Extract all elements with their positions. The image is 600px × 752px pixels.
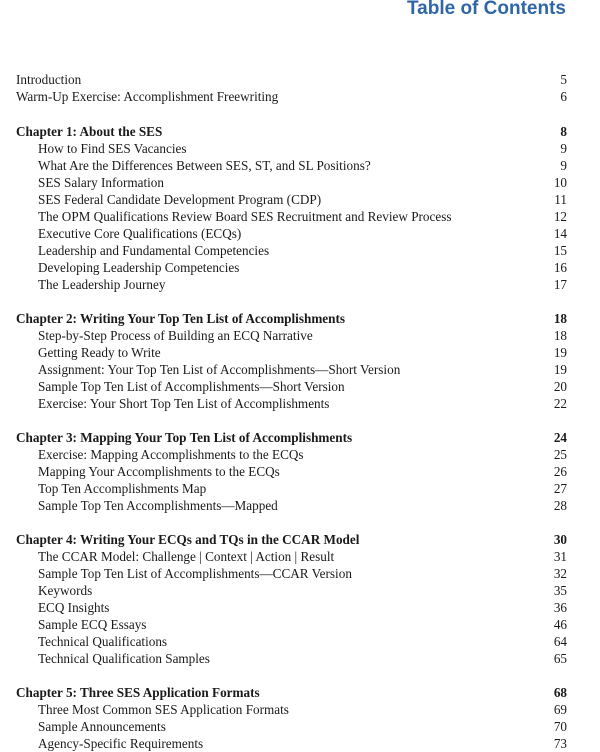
toc-chapter-page: 18 [553, 311, 567, 326]
toc-entry-label: Executive Core Qualifications (ECQs) [38, 226, 242, 241]
toc-entry-label: Sample Top Ten List of Accomplishments—CCAR Version [38, 566, 352, 581]
toc-entry[interactable] [16, 735, 567, 752]
toc-chapter-label: Chapter 4: Writing Your ECQs and TQs in the CCAR Model [16, 532, 360, 547]
toc-entry[interactable] [16, 208, 567, 225]
toc-entry-page: 73 [553, 736, 567, 751]
toc-entry[interactable] [16, 633, 567, 650]
toc-entry-label: The OPM Qualifications Review Board SES Recruitment and Review Process [38, 209, 452, 224]
toc-entry-page: 32 [553, 566, 567, 581]
toc-chapter-label: Chapter 1: About the SES [16, 124, 163, 139]
toc-entry[interactable] [16, 497, 567, 514]
toc-entry-page: 16 [553, 260, 567, 275]
toc-chapter-page: 68 [553, 685, 567, 700]
toc-entry-label: Assignment: Your Top Ten List of Accomplishments—Short Version [38, 362, 401, 377]
toc-chapter-label: Chapter 3: Mapping Your Top Ten List of Accomplishments [16, 430, 353, 445]
toc-entry-page: 19 [553, 345, 567, 360]
toc-entry-label: Exercise: Mapping Accomplishments to the ECQs [38, 447, 304, 462]
toc-entry-label: Top Ten Accomplishments Map [38, 481, 207, 496]
toc-entry-page: 28 [553, 498, 567, 513]
toc-entry[interactable] [16, 446, 567, 463]
toc-entry-label: The CCAR Model: Challenge | Context | Action | Result [38, 549, 335, 564]
toc-entry-page: 70 [553, 719, 567, 734]
toc-chapter-label: Chapter 2: Writing Your Top Ten List of Accomplishments [16, 311, 346, 326]
toc-entry-label: Step-by-Step Process of Building an ECQ Narrative [38, 328, 313, 343]
toc-entry-page: 22 [553, 396, 567, 411]
toc-entry-label: Sample Announcements [38, 719, 166, 734]
toc-entry-page: 19 [553, 362, 567, 377]
toc-entry-warm-up-exercise[interactable] [16, 88, 567, 105]
toc-entry-label: Agency-Specific Requirements [38, 736, 204, 751]
toc-entry-label: How to Find SES Vacancies [38, 141, 187, 156]
toc-entry[interactable] [16, 174, 567, 191]
toc-entry-label: Mapping Your Accomplishments to the ECQs [38, 464, 280, 479]
toc-entry[interactable] [16, 259, 567, 276]
toc-entry-page: 15 [553, 243, 567, 258]
toc-chapter-5[interactable] [16, 684, 567, 701]
toc-entry-page: 65 [553, 651, 567, 666]
toc-entry-label: SES Federal Candidate Development Program (CDP) [38, 192, 322, 207]
toc-entry-label: Sample Top Ten Accomplishments—Mapped [38, 498, 278, 513]
toc-entry-page: 36 [553, 600, 567, 615]
toc-entry-page: 46 [553, 617, 567, 632]
toc-entry-page: 14 [553, 226, 567, 241]
toc-entry-label: SES Salary Information [38, 175, 164, 190]
toc-entry[interactable] [16, 344, 567, 361]
toc-entry-label: The Leadership Journey [38, 277, 166, 292]
toc-entry-label: Keywords [38, 583, 93, 598]
toc-entry-page: 11 [554, 192, 567, 207]
toc-entry[interactable] [16, 140, 567, 157]
toc-entry[interactable] [16, 395, 567, 412]
toc-entry[interactable] [16, 191, 567, 208]
toc-entry[interactable] [16, 565, 567, 582]
toc-entry-page: 18 [553, 328, 567, 343]
toc-entry-page: 31 [553, 549, 567, 564]
toc-entry[interactable] [16, 480, 567, 497]
toc-entry-page: 5 [560, 72, 567, 87]
toc-entry-page: 20 [553, 379, 567, 394]
toc-entry[interactable] [16, 157, 567, 174]
toc-entry[interactable] [16, 225, 567, 242]
toc-chapter-page: 24 [553, 430, 567, 445]
toc-entry[interactable] [16, 548, 567, 565]
toc-entry-label: Sample ECQ Essays [38, 617, 147, 632]
toc-entry-label: ECQ Insights [38, 600, 110, 615]
toc-entry-label: Technical Qualifications [38, 634, 168, 649]
toc-entry-page: 9 [560, 141, 567, 156]
toc-entry[interactable] [16, 361, 567, 378]
toc-entry-label: What Are the Differences Between SES, ST, and SL Positions? [38, 158, 371, 173]
toc-entry-label: Leadership and Fundamental Competencies [38, 243, 270, 258]
toc-entry-label: Getting Ready to Write [38, 345, 161, 360]
toc-chapter-1[interactable] [16, 123, 567, 140]
toc-entry[interactable] [16, 718, 567, 735]
table-of-contents [16, 71, 567, 752]
toc-entry-page: 12 [553, 209, 567, 224]
toc-entry-page: 25 [553, 447, 567, 462]
toc-entry-page: 64 [553, 634, 567, 649]
toc-chapter-page: 8 [560, 124, 567, 139]
page-title: Table of Contents [406, 0, 566, 19]
toc-chapter-3[interactable] [16, 429, 567, 446]
toc-entry[interactable] [16, 582, 567, 599]
toc-entry-page: 26 [553, 464, 567, 479]
toc-entry[interactable] [16, 463, 567, 480]
toc-entry[interactable] [16, 327, 567, 344]
toc-entry-introduction[interactable] [16, 71, 567, 88]
toc-entry-label: Exercise: Your Short Top Ten List of Accomplishments [38, 396, 330, 411]
toc-entry[interactable] [16, 701, 567, 718]
toc-entry[interactable] [16, 599, 567, 616]
toc-entry-label: Developing Leadership Competencies [38, 260, 240, 275]
toc-entry-page: 17 [553, 277, 567, 292]
toc-entry-label: Three Most Common SES Application Formats [38, 702, 289, 717]
toc-entry-label: Introduction [16, 72, 82, 87]
toc-entry-page: 9 [560, 158, 567, 173]
toc-entry-page: 6 [560, 89, 567, 104]
toc-chapter-label: Chapter 5: Three SES Application Formats [16, 685, 260, 700]
toc-entry[interactable] [16, 616, 567, 633]
toc-chapter-4[interactable] [16, 531, 567, 548]
toc-entry[interactable] [16, 378, 567, 395]
toc-entry[interactable] [16, 276, 567, 293]
toc-entry[interactable] [16, 242, 567, 259]
toc-entry-label: Technical Qualification Samples [38, 651, 210, 666]
toc-entry-page: 35 [553, 583, 567, 598]
toc-entry-label: Warm-Up Exercise: Accomplishment Freewriting [16, 89, 279, 104]
toc-chapter-page: 30 [553, 532, 567, 547]
toc-chapter-2[interactable] [16, 310, 567, 327]
toc-entry-label: Sample Top Ten List of Accomplishments—Short Version [38, 379, 345, 394]
toc-entry-page: 69 [553, 702, 567, 717]
toc-entry[interactable] [16, 650, 567, 667]
toc-entry-page: 10 [553, 175, 567, 190]
toc-entry-page: 27 [553, 481, 567, 496]
